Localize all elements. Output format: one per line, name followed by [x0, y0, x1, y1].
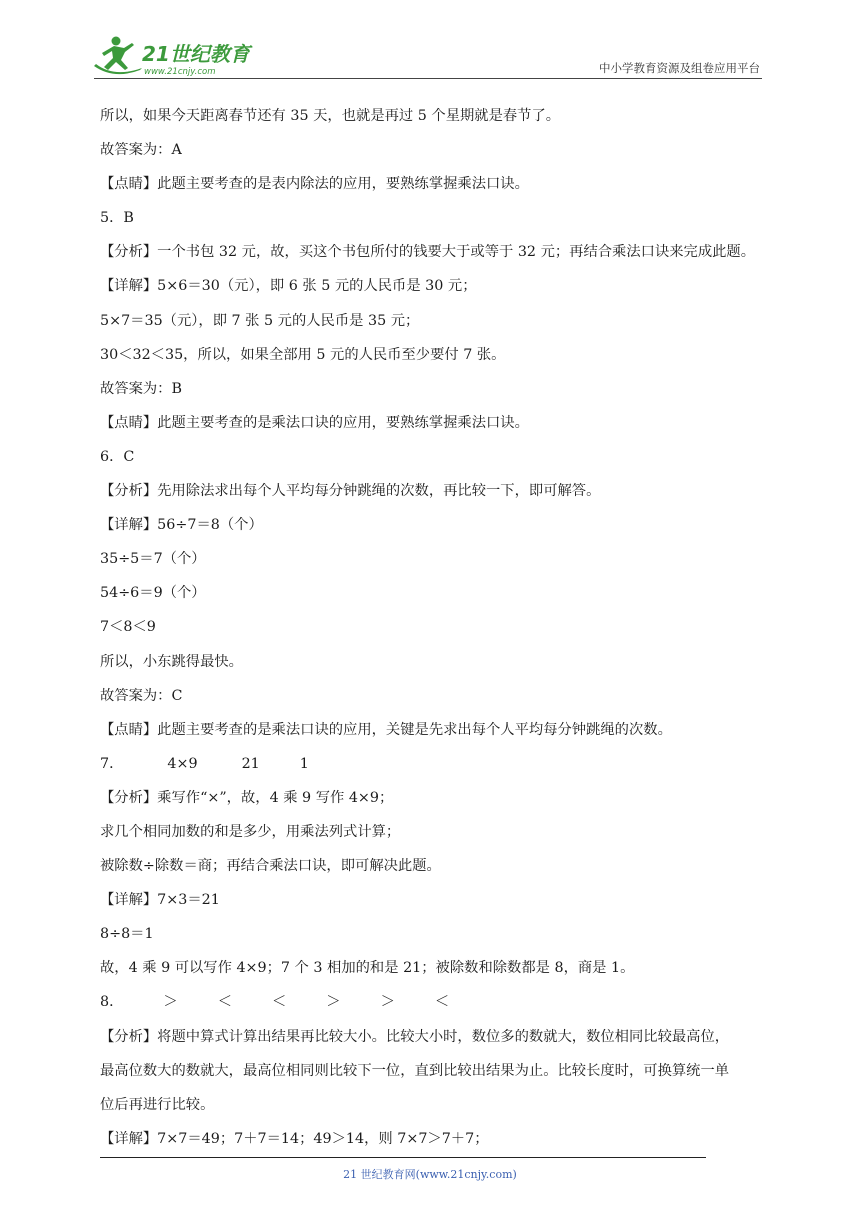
- document-body: [100, 103, 768, 1160]
- text-line: 所以，如果今天距离春节还有 35 天，也就是再过 5 个星期就是春节了。: [100, 108, 561, 124]
- q8-answer-line: [100, 989, 768, 1023]
- running-figure-icon: [94, 37, 142, 75]
- text-line: 最高位数大的数就大，最高位相同则比较下一位，直到比较出结果为止。比较长度时，可换算统一单: [100, 1062, 730, 1079]
- text-line: 54÷6＝9（个）: [100, 585, 206, 602]
- question-number: 6．C: [100, 448, 135, 465]
- question-number: 8．: [100, 994, 124, 1011]
- text-line: 【详解】7×7＝49；7＋7＝14；49＞14，则 7×7＞7＋7；: [100, 1130, 489, 1147]
- text-line: 位后再进行比较。: [100, 1096, 215, 1113]
- answer-blank: ＜: [272, 994, 287, 1011]
- logo-url: www.21cnjy.com: [144, 67, 216, 77]
- text-line: 【分析】先用除法求出每个人平均每分钟跳绳的次数，再比较一下，即可解答。: [100, 483, 601, 500]
- logo: [94, 34, 264, 78]
- footer-link[interactable]: 21 世纪教育网(www.21cnjy.com): [343, 1168, 517, 1181]
- answer-blank: ＜: [217, 994, 232, 1011]
- text-line: 故答案为：A: [100, 142, 182, 159]
- text-line: 【点睛】此题主要考查的是乘法口诀的应用，要熟练掌握乘法口诀。: [100, 414, 529, 431]
- page-header: [94, 30, 760, 80]
- text-line: 【详解】7×3＝21: [100, 892, 220, 909]
- text-line: 故答案为：B: [100, 380, 182, 397]
- answer-blank: ＞: [380, 994, 395, 1011]
- header-divider: [94, 78, 762, 79]
- text-line: 故答案为：C: [100, 687, 183, 704]
- answer-blank: 1: [299, 755, 309, 772]
- platform-title: 中小学教育资源及组卷应用平台: [599, 61, 760, 75]
- text-line: 5×7＝35（元），即 7 张 5 元的人民币是 35 元；: [100, 312, 420, 329]
- question-number: 5．B: [100, 210, 134, 227]
- answer-blank: 21: [241, 755, 260, 772]
- answer-blank: 4×9: [167, 755, 198, 772]
- text-line: 【点睛】此题主要考查的是乘法口诀的应用，关键是先求出每个人平均每分钟跳绳的次数。: [100, 721, 672, 738]
- text-line: 【分析】乘写作“×”，故，4 乘 9 写作 4×9；: [100, 789, 394, 806]
- answer-blank: ＞: [326, 994, 341, 1011]
- text-line: 【点睛】此题主要考查的是表内除法的应用，要熟练掌握乘法口诀。: [100, 176, 529, 193]
- text-line: 8÷8＝1: [100, 926, 154, 943]
- text-line: 35÷5＝7（个）: [100, 551, 206, 568]
- text-line: 30＜32＜35，所以，如果全部用 5 元的人民币至少要付 7 张。: [100, 346, 506, 363]
- footer-divider: [100, 1157, 706, 1158]
- question-number: 7．: [100, 755, 124, 772]
- q7-answer-line: [100, 751, 768, 785]
- text-line: 【详解】5×6＝30（元），即 6 张 5 元的人民币是 30 元；: [100, 278, 477, 295]
- text-line: 求几个相同加数的和是多少，用乘法列式计算；: [100, 823, 401, 840]
- answer-blank: ＞: [163, 994, 178, 1011]
- logo-text: 21世纪教育: [142, 42, 250, 66]
- text-line: 所以，小东跳得最快。: [100, 653, 243, 670]
- text-line: 被除数÷除数＝商；再结合乘法口诀，即可解决此题。: [100, 858, 441, 875]
- text-line: 【详解】56÷7＝8（个）: [100, 517, 263, 534]
- text-line: 7＜8＜9: [100, 619, 156, 636]
- answer-blank: ＜: [434, 994, 450, 1011]
- text-line: 故，4 乘 9 可以写作 4×9；7 个 3 相加的和是 21；被除数和除数都是 8，商是 1。: [100, 960, 635, 977]
- text-line: 【分析】一个书包 32 元，故，买这个书包所付的钱要大于或等于 32 元；再结合乘法口诀来完成此题。: [100, 244, 756, 261]
- text-line: 【分析】将题中算式计算出结果再比较大小。比较大小时，数位多的数就大，数位相同比较最高位，: [100, 1028, 730, 1045]
